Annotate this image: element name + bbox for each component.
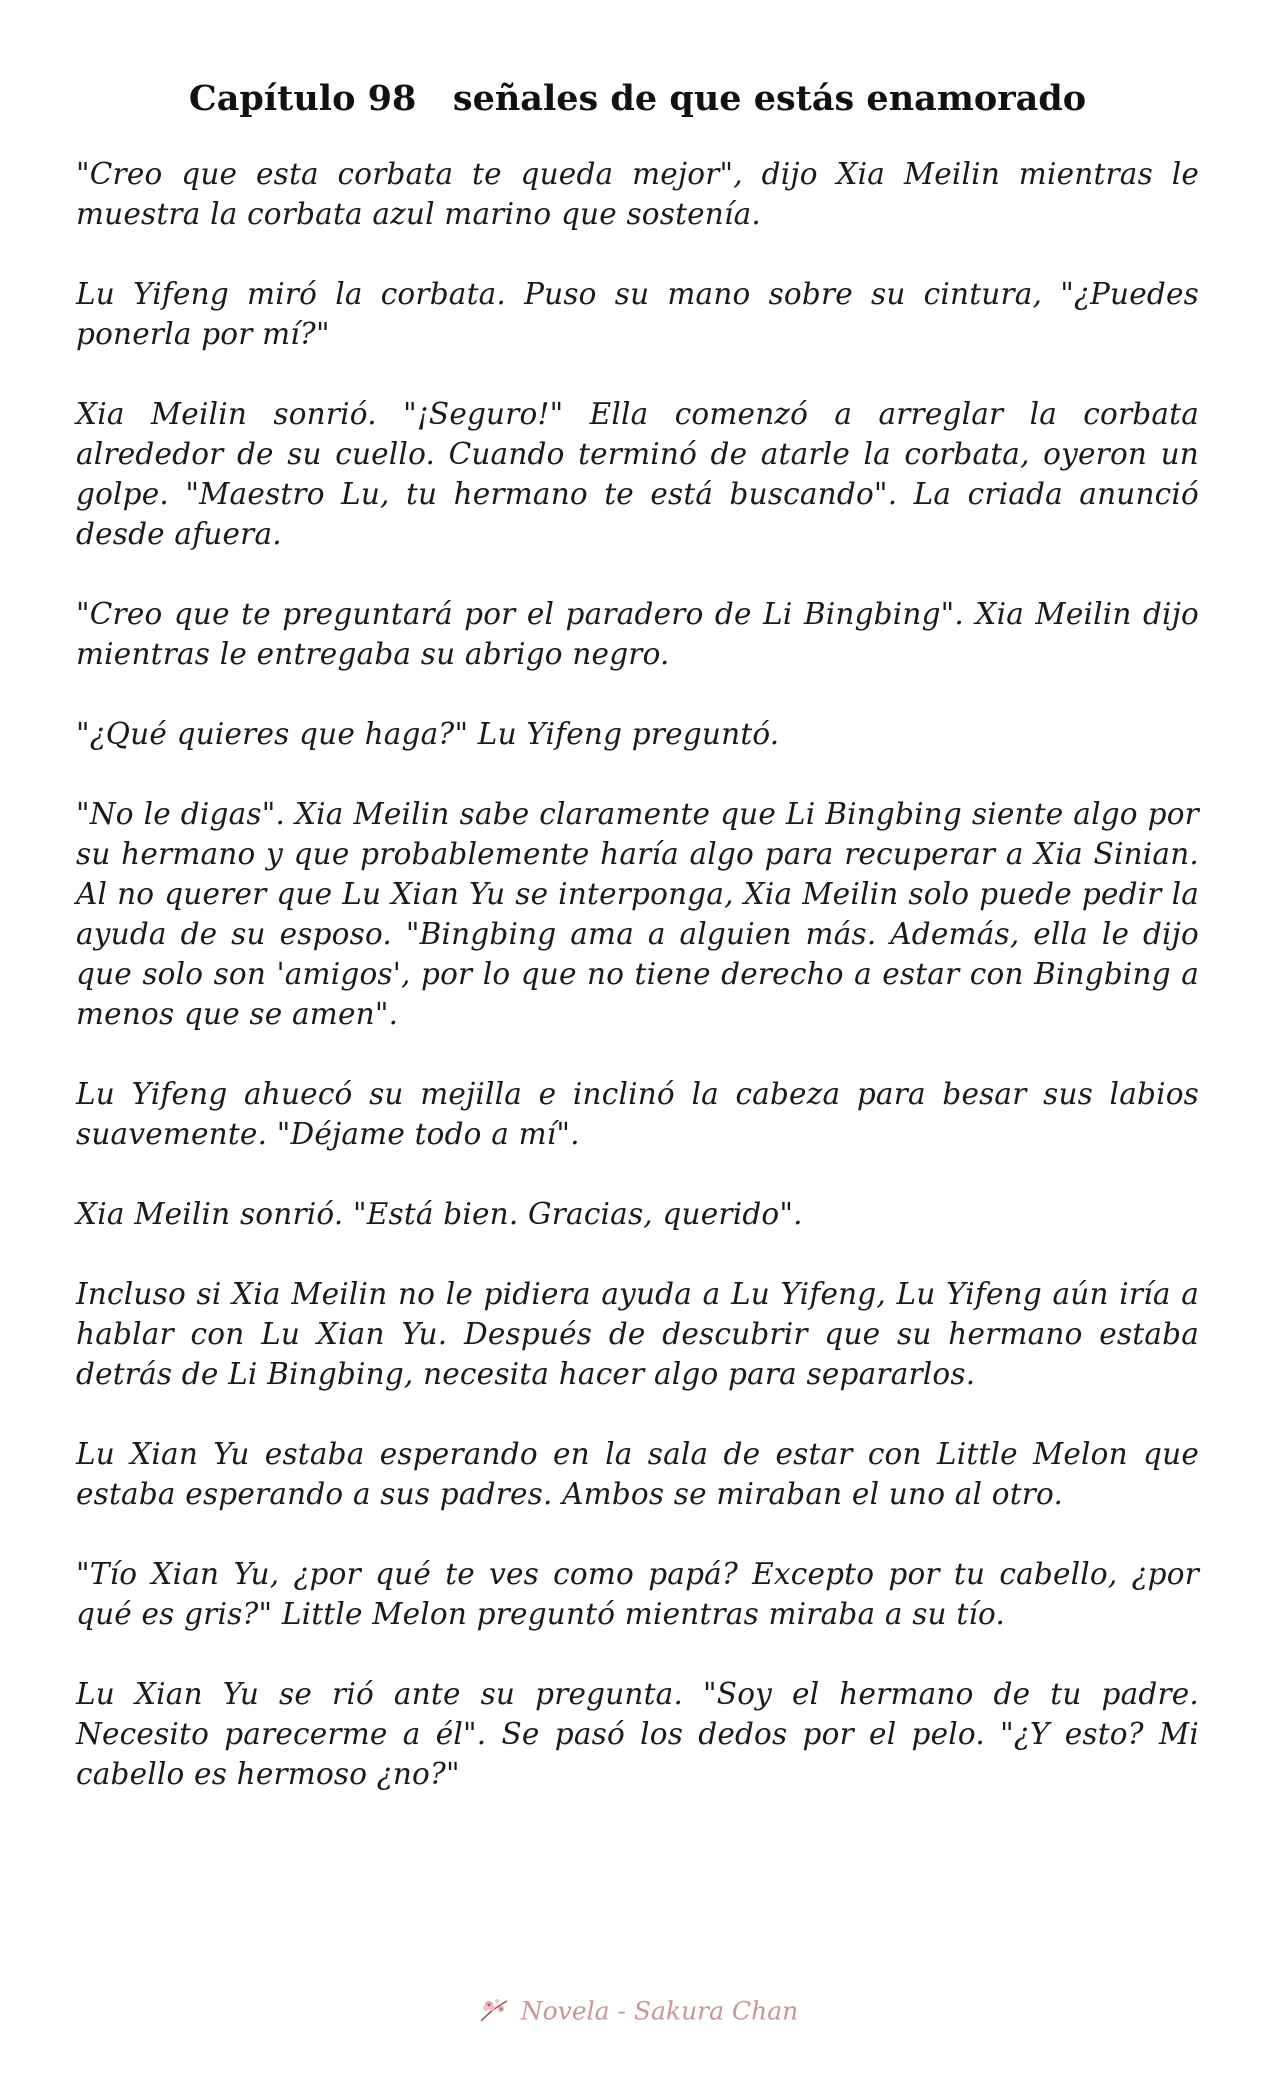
chapter-body bbox=[76, 154, 1199, 1794]
chapter-title: Capítulo 98 señales de que estás enamorado bbox=[188, 78, 1087, 119]
watermark-text: Novela - Sakura Chan bbox=[520, 1996, 799, 2026]
paragraph: "Tío Xian Yu, ¿por qué te ves como papá? Excepto por tu cabello, ¿por qué es gris?" Little Melon preguntó mientras miraba a su tío. bbox=[76, 1557, 1199, 1631]
paragraph: Lu Xian Yu se rió ante su pregunta. "Soy el hermano de tu padre. Necesito parecerme a él". Se pasó los dedos por el pelo. "¿Y esto? Mi cabello es hermoso ¿no?" bbox=[76, 1677, 1199, 1791]
paragraph: Lu Xian Yu estaba esperando en la sala de estar con Little Melon que estaba esperando a sus padres. Ambos se miraban el uno al otro. bbox=[76, 1437, 1199, 1511]
paragraph: "No le digas". Xia Meilin sabe claramente que Li Bingbing siente algo por su hermano y que probablemente haría algo para recuperar a Xia Sinian. Al no querer que Lu Xian Yu se interponga, Xia Meilin solo puede pedir la ayuda de su esposo. "Bingbing ama a alguien más. Además, ella le dijo que solo son 'amigos', por lo que no tiene derecho a estar con Bingbing a menos que se amen". bbox=[76, 797, 1199, 1031]
paragraph: "¿Qué quieres que haga?" Lu Yifeng preguntó. bbox=[76, 717, 780, 751]
paragraph: Xia Meilin sonrió. "¡Seguro!" Ella comenzó a arreglar la corbata alrededor de su cuello. Cuando terminó de atarle la corbata, oyeron un golpe. "Maestro Lu, tu hermano te está buscando". La criada anunció desde afuera. bbox=[76, 397, 1199, 551]
paragraph: "Creo que te preguntará por el paradero de Li Bingbing". Xia Meilin dijo mientras le entregaba su abrigo negro. bbox=[76, 597, 1199, 671]
cherry-blossom-icon bbox=[477, 1995, 511, 2031]
watermark bbox=[0, 1995, 1275, 2031]
paragraph: Lu Yifeng ahuecó su mejilla e inclinó la cabeza para besar sus labios suavemente. "Déjame todo a mí". bbox=[76, 1077, 1199, 1151]
paragraph: Xia Meilin sonrió. "Está bien. Gracias, querido". bbox=[76, 1197, 803, 1231]
paragraph: "Creo que esta corbata te queda mejor", dijo Xia Meilin mientras le muestra la corbata azul marino que sostenía. bbox=[76, 157, 1199, 231]
paragraph: Lu Yifeng miró la corbata. Puso su mano sobre su cintura, "¿Puedes ponerla por mí?" bbox=[76, 277, 1199, 351]
paragraph: Incluso si Xia Meilin no le pidiera ayuda a Lu Yifeng, Lu Yifeng aún iría a hablar con Lu Xian Yu. Después de descubrir que su hermano estaba detrás de Li Bingbing, necesita hacer algo para separarlos. bbox=[76, 1277, 1199, 1391]
